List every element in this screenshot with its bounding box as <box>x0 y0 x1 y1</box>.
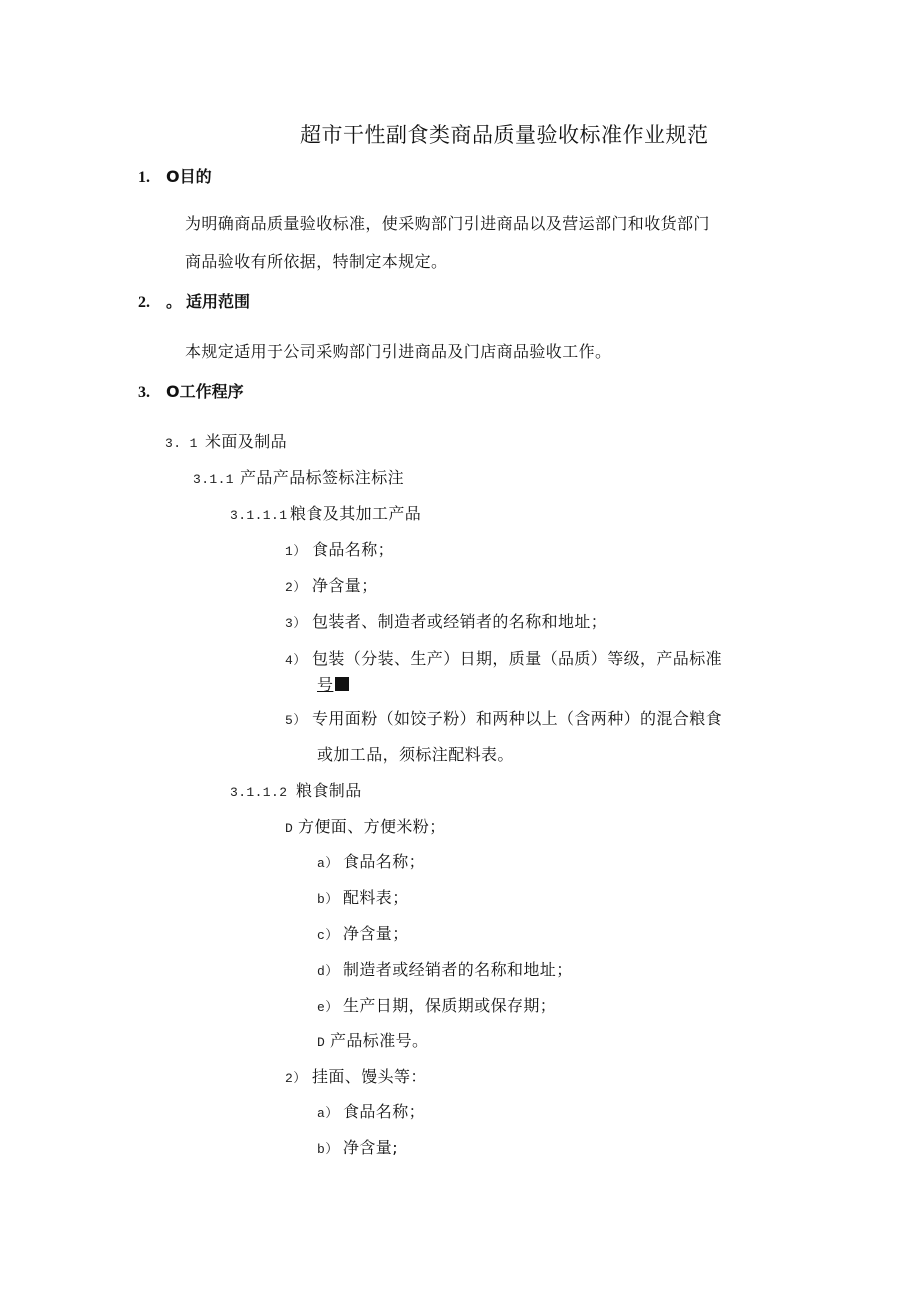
subsection-label: 粮食制品 <box>296 781 362 800</box>
subsection-label: 米面及制品 <box>205 432 288 451</box>
list-item <box>317 888 409 908</box>
list-item <box>285 576 378 596</box>
list-item <box>317 1102 425 1122</box>
list-item-text: 食品名称； <box>343 1102 426 1121</box>
subsection-label: 产品产品标签标注标注 <box>240 468 405 487</box>
list-item-text: 生产日期，保质期或保存期； <box>343 996 557 1015</box>
section-prefix: O <box>166 382 180 401</box>
list-item-text: 产品标准号。 <box>330 1031 429 1050</box>
section-2-heading <box>138 292 250 312</box>
list-item-text: 号 <box>317 675 334 694</box>
section-title: 工作程序 <box>179 382 244 401</box>
subsection-number: 3. 1 <box>165 436 198 451</box>
product-label: 挂面、馒头等： <box>312 1067 427 1086</box>
section-prefix: O <box>166 167 180 186</box>
list-item-text: 包装者、制造者或经销者的名称和地址； <box>312 612 608 631</box>
subsection-number: 3.1.1.2 <box>230 785 288 800</box>
list-item-number: d） <box>317 964 339 979</box>
list-item <box>317 852 425 872</box>
list-item <box>317 924 409 944</box>
section-number: 3. <box>138 384 150 401</box>
section-prefix: 。 <box>166 292 183 311</box>
list-item-number: b） <box>317 1142 339 1157</box>
product-number: D <box>285 821 294 836</box>
list-item-number: D <box>317 1035 326 1050</box>
list-item-text: 净含量; <box>343 1138 398 1157</box>
subsection-number: 3.1.1.1 <box>230 508 288 523</box>
subsection-3-1-1-2 <box>230 781 362 801</box>
list-item <box>317 1031 428 1051</box>
list-item-text: 包装（分装、生产）日期，质量（品质）等级，产品标准 <box>312 649 723 668</box>
product-heading-1 <box>285 817 446 837</box>
product-label: 方便面、方便米粉； <box>298 817 446 836</box>
list-item-number: 1） <box>285 544 307 559</box>
subsection-number: 3.1.1 <box>193 472 235 487</box>
list-item-number: 2） <box>285 580 307 595</box>
list-item <box>317 1138 398 1158</box>
list-item-number: a） <box>317 856 339 871</box>
list-item-text: 配料表； <box>343 888 409 907</box>
list-item <box>285 649 722 669</box>
list-item-text: 专用面粉（如饺子粉）和两种以上（含两种）的混合粮食 <box>312 709 723 728</box>
list-item <box>285 540 394 560</box>
list-item-number: e） <box>317 1000 339 1015</box>
product-number: 2） <box>285 1071 307 1086</box>
section-3-heading <box>138 382 244 402</box>
purpose-line-2: 商品验收有所依据，特制定本规定。 <box>185 252 448 271</box>
subsection-3-1 <box>165 432 287 452</box>
section-number: 2. <box>138 294 150 311</box>
subsection-label: 粮食及其加工产品 <box>290 504 422 523</box>
list-item-text: 食品名称； <box>312 540 395 559</box>
subsection-3-1-1 <box>193 468 404 488</box>
list-item-number: b） <box>317 892 339 907</box>
section-title: 适用范围 <box>186 292 251 311</box>
section-number: 1. <box>138 169 150 186</box>
list-item-number: 4） <box>285 653 307 668</box>
subsection-3-1-1-1 <box>230 504 421 524</box>
list-item-number: 3） <box>285 616 307 631</box>
list-item-number: c） <box>317 928 339 943</box>
list-item <box>285 612 607 632</box>
black-square-icon <box>335 677 349 691</box>
section-1-heading <box>138 167 212 187</box>
list-item <box>285 709 722 729</box>
purpose-line-1: 为明确商品质量验收标准，使采购部门引进商品以及营运部门和收货部门 <box>185 214 710 233</box>
list-item-continuation <box>317 675 349 694</box>
list-item-text: 净含量； <box>343 924 409 943</box>
list-item-text: 食品名称； <box>343 852 426 871</box>
list-item-text: 净含量； <box>312 576 378 595</box>
list-item <box>317 960 573 980</box>
list-item-text: 制造者或经销者的名称和地址； <box>343 960 573 979</box>
scope-text: 本规定适用于公司采购部门引进商品及门店商品验收工作。 <box>185 342 612 361</box>
document-title: 超市干性副食类商品质量验收标准作业规范 <box>300 123 709 147</box>
list-item-continuation: 或加工品，须标注配料表。 <box>317 745 514 764</box>
list-item <box>317 996 556 1016</box>
section-title: 目的 <box>179 167 212 186</box>
list-item-number: a） <box>317 1106 339 1121</box>
product-heading-2 <box>285 1067 427 1087</box>
list-item-number: 5） <box>285 713 307 728</box>
